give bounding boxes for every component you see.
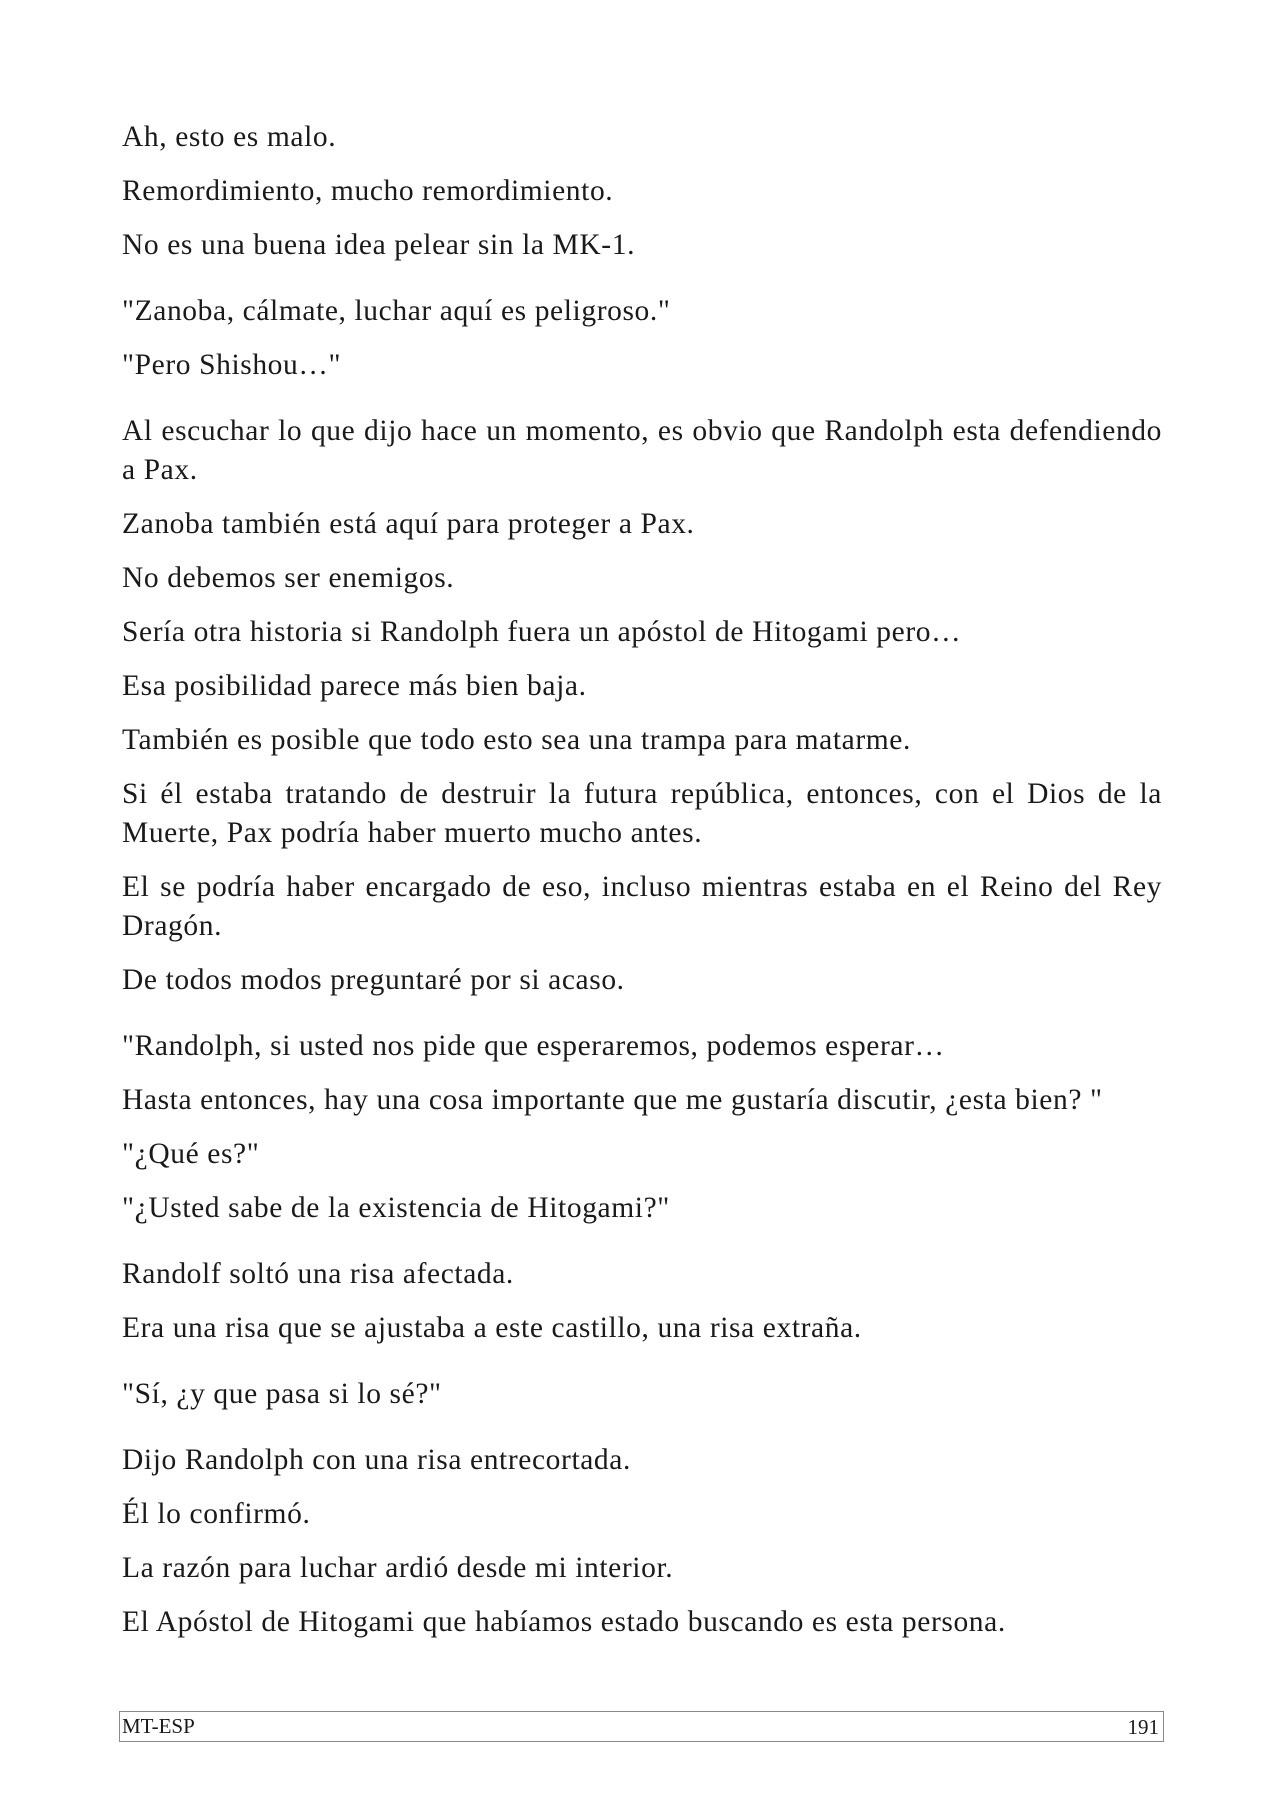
footer-label: MT-ESP — [122, 1714, 195, 1738]
dialogue-line: "Zanoba, cálmate, luchar aquí es peligroso." — [122, 295, 671, 327]
dialogue-line: "¿Qué es?" — [122, 1138, 260, 1170]
dialogue-line: "Sí, ¿y que pasa si lo sé?" — [122, 1378, 442, 1410]
dialogue-line: "Pero Shishou…" — [122, 349, 342, 381]
paragraph: Al escuchar lo que dijo hace un momento, es obvio que Randolph esta defendiendo a Pax. — [122, 415, 1162, 486]
paragraph: También es posible que todo esto sea una trampa para matarme. — [122, 724, 911, 756]
paragraph: Si él estaba tratando de destruir la futura república, entonces, con el Dios de la Muerte, Pax podría haber muerto mucho antes. — [122, 778, 1162, 849]
page-footer — [119, 1711, 1164, 1742]
paragraph: La razón para luchar ardió desde mi interior. — [122, 1552, 674, 1584]
paragraph: Era una risa que se ajustaba a este castillo, una risa extraña. — [122, 1312, 862, 1344]
paragraph: El se podría haber encargado de eso, incluso mientras estaba en el Reino del Rey Dragón. — [122, 871, 1162, 942]
paragraph: No es una buena idea pelear sin la MK-1. — [122, 229, 636, 261]
paragraph: No debemos ser enemigos. — [122, 562, 455, 594]
dialogue-line: "Randolph, si usted nos pide que esperaremos, podemos esperar… — [122, 1030, 945, 1062]
paragraph: Remordimiento, mucho remordimiento. — [122, 175, 614, 207]
page-number: 191 — [1127, 1715, 1159, 1739]
paragraph: Randolf soltó una risa afectada. — [122, 1258, 514, 1290]
dialogue-line: Hasta entonces, hay una cosa importante que me gustaría discutir, ¿esta bien? " — [122, 1084, 1103, 1116]
paragraph: El Apóstol de Hitogami que habíamos estado buscando es esta persona. — [122, 1606, 1006, 1638]
paragraph: Él lo confirmó. — [122, 1498, 311, 1530]
paragraph: Esa posibilidad parece más bien baja. — [122, 670, 587, 702]
dialogue-line: "¿Usted sabe de la existencia de Hitogami?" — [122, 1192, 670, 1224]
paragraph: Dijo Randolph con una risa entrecortada. — [122, 1444, 631, 1476]
paragraph: Zanoba también está aquí para proteger a Pax. — [122, 508, 695, 540]
paragraph: Ah, esto es malo. — [122, 121, 337, 153]
paragraph: De todos modos preguntaré por si acaso. — [122, 964, 625, 996]
page-body — [122, 118, 1162, 1642]
paragraph: Sería otra historia si Randolph fuera un apóstol de Hitogami pero… — [122, 616, 962, 648]
